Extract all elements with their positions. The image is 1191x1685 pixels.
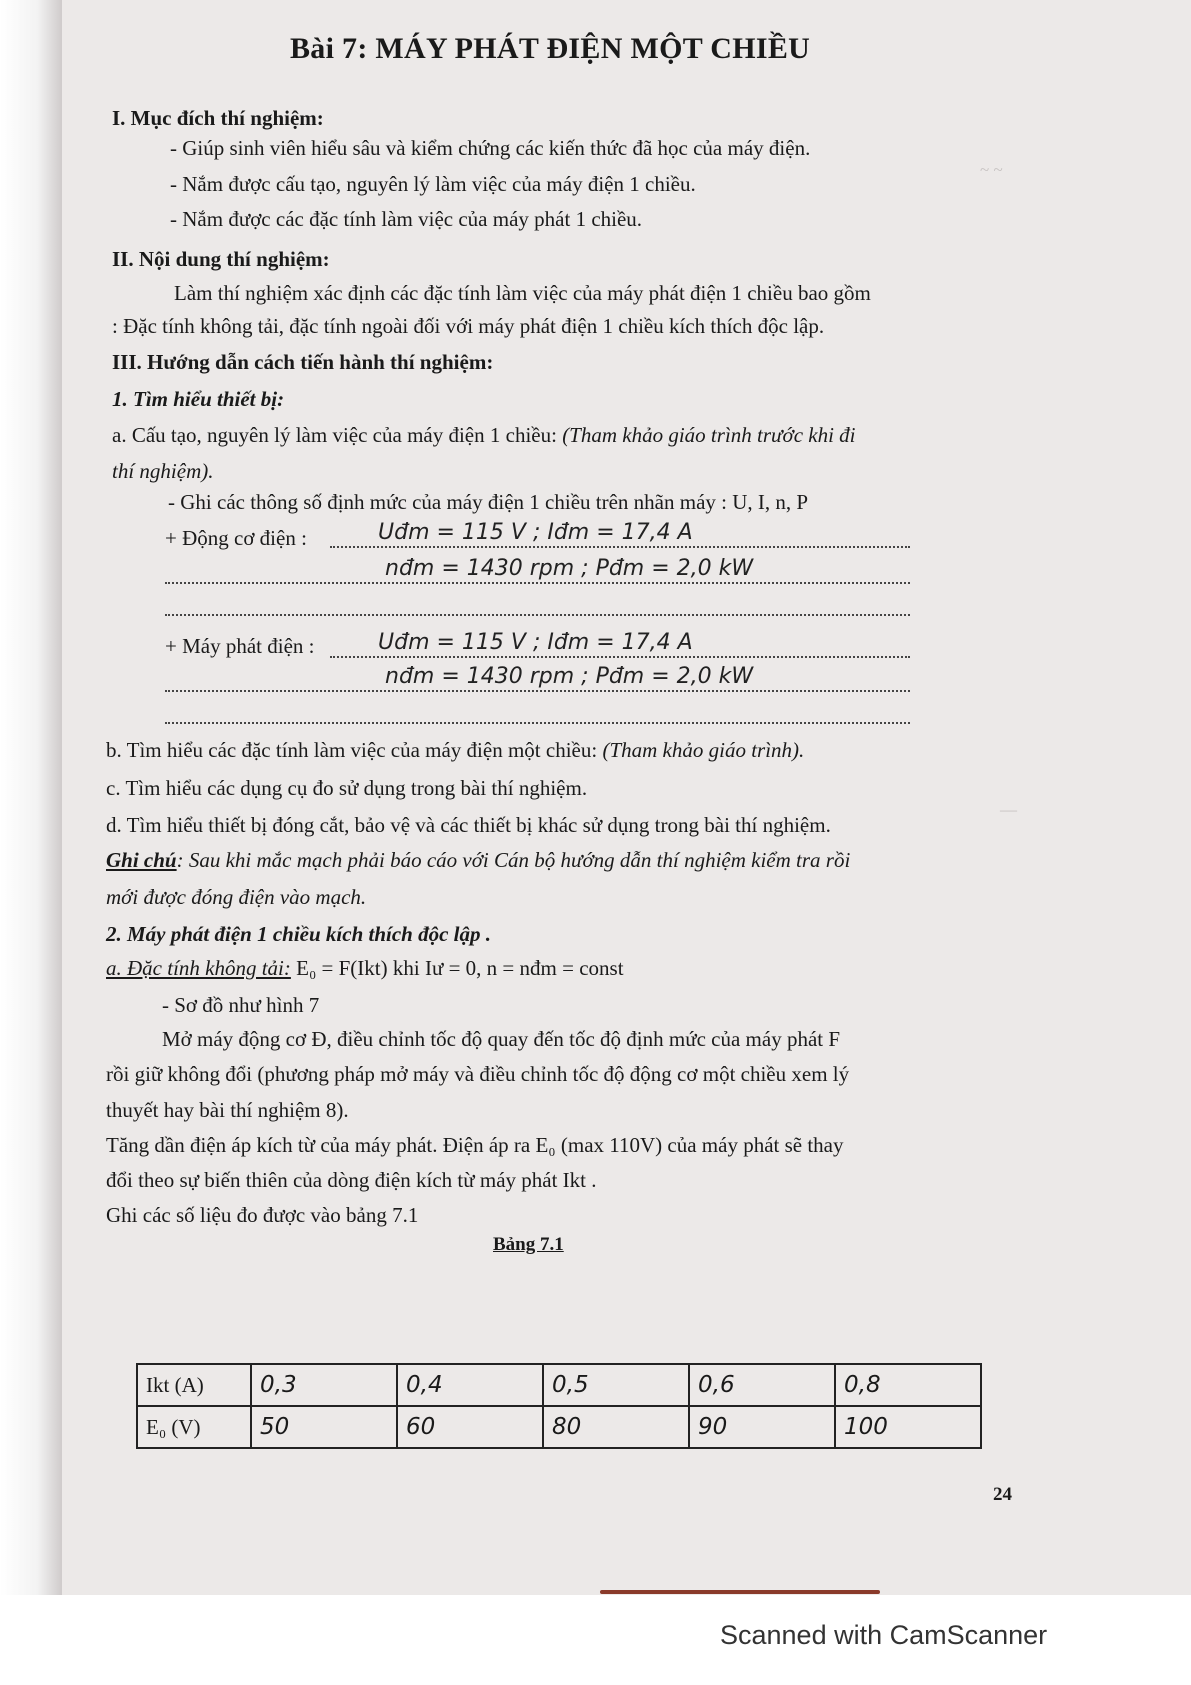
procedure-para-1-line-2: rồi giữ không đổi (phương pháp mở máy và điều chỉnh tốc độ động cơ một chiều xem lý — [106, 1062, 850, 1086]
item-d-switchgear: d. Tìm hiểu thiết bị đóng cắt, bảo vệ và các thiết bị khác sử dụng trong bài thí nghiệm. — [106, 813, 831, 837]
motor-handwritten-line-2: nđm = 1430 rpm ; Pđm = 2,0 kW — [385, 556, 754, 581]
content-paragraph-line-2: : Đặc tính không tải, đặc tính ngoài đối với máy phát điện 1 chiều kích thích độc lập. — [112, 314, 825, 338]
subheading-separately-excited: 2. Máy phát điện 1 chiều kích thích độc lập . — [106, 922, 492, 946]
motor-label: + Động cơ điện : — [165, 526, 307, 550]
motor-fill-line-2 — [165, 582, 910, 584]
bleed-through-mark: ~ ~ — [980, 160, 1003, 179]
generator-fill-line-2 — [165, 690, 910, 692]
item-a-structure — [112, 423, 856, 448]
purpose-item-3: - Nắm được các đặc tính làm việc của máy phát 1 chiều. — [170, 207, 643, 231]
note-paragraph — [106, 848, 850, 873]
data-table-7-1 — [136, 1363, 982, 1449]
generator-handwritten-line-2: nđm = 1430 rpm ; Pđm = 2,0 kW — [385, 664, 754, 689]
note-text-cont: mới được đóng điện vào mạch. — [106, 885, 367, 909]
purpose-item-1: - Giúp sinh viên hiểu sâu và kiểm chứng các kiến thức đã học của máy điện. — [170, 136, 811, 160]
item-b-characteristics — [106, 738, 804, 763]
content-paragraph-line-1: Làm thí nghiệm xác định các đặc tính làm việc của máy phát điện 1 chiều bao gồm — [174, 281, 871, 305]
e0-cell: 50 — [251, 1406, 397, 1448]
item-c-instruments: c. Tìm hiểu các dụng cụ đo sử dụng trong bài thí nghiệm. — [106, 776, 588, 800]
generator-label: + Máy phát điện : — [165, 634, 315, 658]
item-b-text: b. Tìm hiểu các đặc tính làm việc của máy điện một chiều: — [106, 738, 598, 762]
generator-fill-line-3 — [165, 722, 910, 724]
motor-handwritten-line-1: Uđm = 115 V ; Iđm = 17,4 A — [378, 520, 693, 545]
motor-fill-line-3 — [165, 614, 910, 616]
page-edge-mark — [600, 1590, 880, 1594]
generator-handwritten-line-1: Uđm = 115 V ; Iđm = 17,4 A — [378, 630, 693, 655]
bleed-through-mark: — — [1000, 800, 1017, 819]
e0-cell: 90 — [689, 1406, 835, 1448]
ikt-cell: 0,4 — [397, 1364, 543, 1406]
table-row-ikt — [137, 1364, 981, 1406]
ikt-cell: 0,5 — [543, 1364, 689, 1406]
table-caption: Bảng 7.1 — [493, 1234, 564, 1255]
e0-cell: 60 — [397, 1406, 543, 1448]
procedure-para-2-line-1: Tăng dần điện áp kích từ của máy phát. Điện áp ra E₀ (max 110V) của máy phát sẽ thay — [106, 1133, 844, 1157]
item-a-reference-cont: thí nghiệm). — [112, 459, 214, 483]
camscanner-watermark: Scanned with CamScanner — [720, 1620, 1048, 1650]
e0-cell: 100 — [835, 1406, 981, 1448]
note-text: : Sau khi mắc mạch phải báo cáo với Cán bộ hướng dẫn thí nghiệm kiểm tra rồi — [176, 848, 851, 872]
note-label: Ghi chú — [106, 848, 177, 872]
row-label-ikt: Ikt (A) — [137, 1364, 251, 1406]
section-heading-guide: III. Hướng dẫn cách tiến hành thí nghiệm: — [112, 350, 494, 374]
row-label-e0: E₀ (V) — [137, 1406, 251, 1448]
subheading-equipment: 1. Tìm hiểu thiết bị: — [112, 387, 285, 411]
item-b-reference: (Tham khảo giáo trình). — [602, 738, 805, 762]
motor-fill-line-1 — [330, 546, 910, 548]
rated-params-instruction: - Ghi các thông số định mức của máy điện 1 chiều trên nhãn máy : U, I, n, P — [168, 490, 809, 514]
ikt-cell: 0,8 — [835, 1364, 981, 1406]
no-load-characteristic — [106, 956, 624, 981]
scan-left-margin — [0, 0, 62, 1595]
section-heading-purpose: I. Mục đích thí nghiệm: — [112, 106, 324, 130]
item-a-reference: (Tham khảo giáo trình trước khi đi — [562, 423, 856, 447]
procedure-para-1-line-3: thuyết hay bài thí nghiệm 8). — [106, 1098, 349, 1122]
no-load-label: a. Đặc tính không tải: — [106, 956, 291, 980]
diagram-reference: - Sơ đồ như hình 7 — [162, 993, 320, 1017]
generator-fill-line-1 — [330, 656, 910, 658]
page-title: Bài 7: MÁY PHÁT ĐIỆN MỘT CHIỀU — [290, 32, 811, 65]
ikt-cell: 0,3 — [251, 1364, 397, 1406]
procedure-para-2-line-2: đổi theo sự biến thiên của dòng điện kích từ máy phát Ikt . — [106, 1168, 597, 1192]
page-number: 24 — [993, 1484, 1012, 1505]
section-heading-content: II. Nội dung thí nghiệm: — [112, 247, 330, 271]
table-row-e0 — [137, 1406, 981, 1448]
purpose-item-2: - Nắm được cấu tạo, nguyên lý làm việc của máy điện 1 chiều. — [170, 172, 696, 196]
item-a-text: a. Cấu tạo, nguyên lý làm việc của máy điện 1 chiều: — [112, 423, 557, 447]
no-load-formula: E₀ = F(Ikt) khi Iư = 0, n = nđm = const — [290, 956, 624, 980]
procedure-para-1-line-1: Mở máy động cơ Đ, điều chỉnh tốc độ quay đến tốc độ định mức của máy phát F — [162, 1027, 841, 1051]
e0-cell: 80 — [543, 1406, 689, 1448]
ikt-cell: 0,6 — [689, 1364, 835, 1406]
record-instruction: Ghi các số liệu đo được vào bảng 7.1 — [106, 1203, 419, 1227]
